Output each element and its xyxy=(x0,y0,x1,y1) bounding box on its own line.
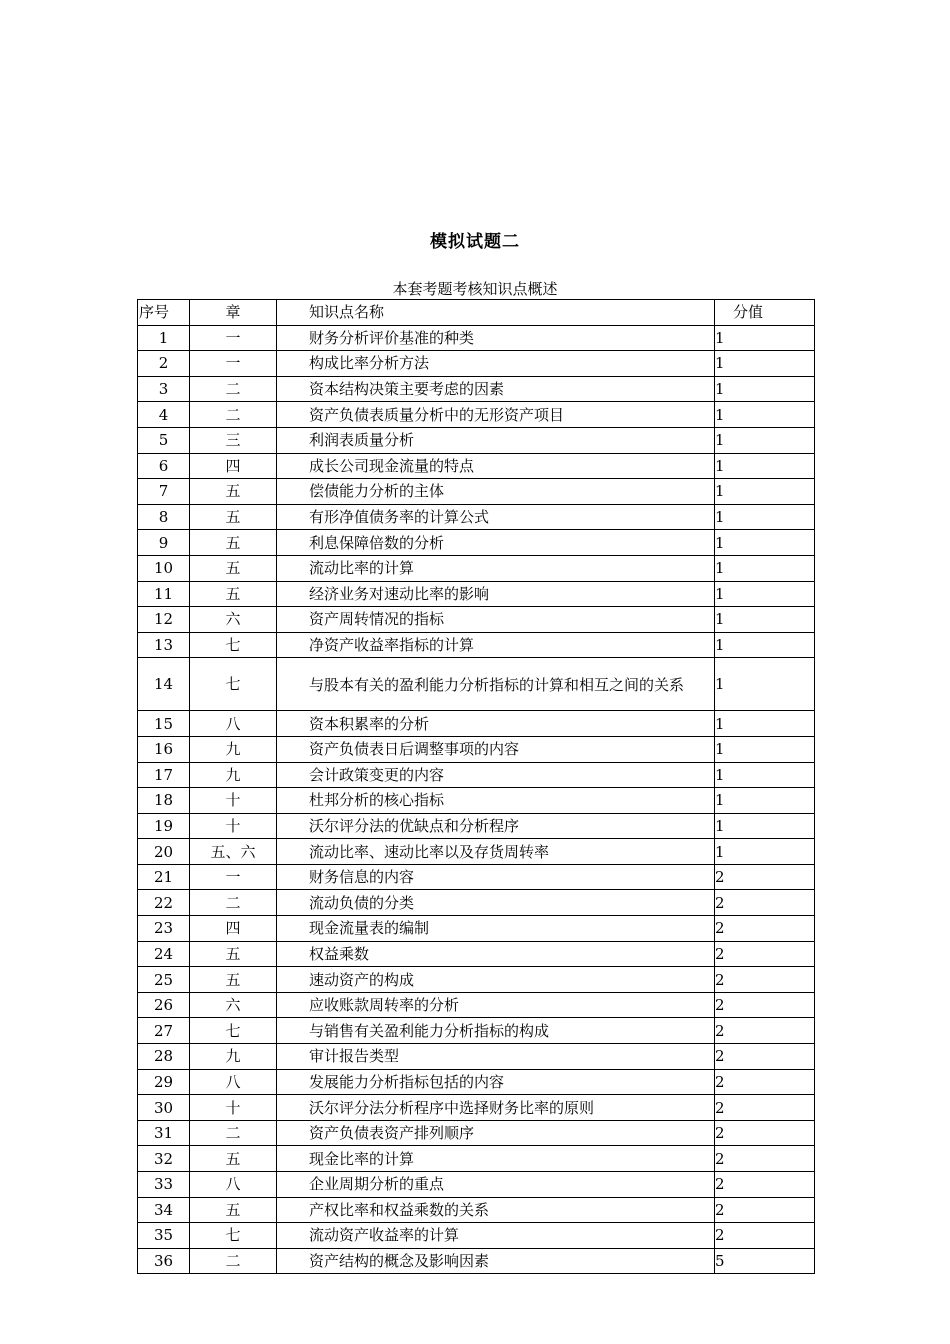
table-row xyxy=(138,839,815,865)
cell-knowledge-point: 流动资产收益率的计算 xyxy=(277,1223,715,1249)
cell-chapter: 五 xyxy=(190,1146,277,1172)
cell-index: 16 xyxy=(138,736,190,762)
cell-index: 31 xyxy=(138,1120,190,1146)
table-row xyxy=(138,1223,815,1249)
cell-chapter: 五 xyxy=(190,504,277,530)
table-row xyxy=(138,890,815,916)
table-row xyxy=(138,1172,815,1198)
cell-index: 15 xyxy=(138,711,190,737)
cell-index: 22 xyxy=(138,890,190,916)
cell-index: 32 xyxy=(138,1146,190,1172)
cell-score: 2 xyxy=(715,1018,815,1044)
cell-score: 1 xyxy=(715,453,815,479)
document-title: 模拟试题二 xyxy=(430,232,520,252)
table-row xyxy=(138,427,815,453)
table-row xyxy=(138,916,815,942)
cell-score: 2 xyxy=(715,1044,815,1070)
cell-chapter: 五 xyxy=(190,967,277,993)
cell-knowledge-point: 利息保障倍数的分析 xyxy=(277,530,715,556)
cell-score: 2 xyxy=(715,992,815,1018)
cell-knowledge-point: 资本结构决策主要考虑的因素 xyxy=(277,376,715,402)
cell-knowledge-point: 会计政策变更的内容 xyxy=(277,762,715,788)
cell-score: 5 xyxy=(715,1248,815,1274)
table-header-row xyxy=(138,300,815,326)
cell-chapter: 六 xyxy=(190,992,277,1018)
cell-chapter: 八 xyxy=(190,1069,277,1095)
table-row xyxy=(138,762,815,788)
cell-index: 25 xyxy=(138,967,190,993)
cell-chapter: 七 xyxy=(190,658,277,711)
cell-score: 2 xyxy=(715,1120,815,1146)
cell-knowledge-point: 发展能力分析指标包括的内容 xyxy=(277,1069,715,1095)
table-row xyxy=(138,788,815,814)
cell-chapter: 二 xyxy=(190,890,277,916)
cell-knowledge-point: 资产周转情况的指标 xyxy=(277,607,715,633)
cell-chapter: 五 xyxy=(190,479,277,505)
table-row xyxy=(138,607,815,633)
cell-index: 3 xyxy=(138,376,190,402)
cell-index: 18 xyxy=(138,788,190,814)
cell-score: 2 xyxy=(715,1197,815,1223)
table-row xyxy=(138,351,815,377)
cell-knowledge-point: 沃尔评分法分析程序中选择财务比率的原则 xyxy=(277,1095,715,1121)
cell-score: 1 xyxy=(715,555,815,581)
cell-index: 1 xyxy=(138,325,190,351)
cell-score: 1 xyxy=(715,479,815,505)
cell-chapter: 三 xyxy=(190,427,277,453)
cell-chapter: 十 xyxy=(190,1095,277,1121)
table-row xyxy=(138,941,815,967)
table-row xyxy=(138,325,815,351)
table-row xyxy=(138,1248,815,1274)
table-row xyxy=(138,1044,815,1070)
table-row xyxy=(138,864,815,890)
cell-knowledge-point: 利润表质量分析 xyxy=(277,427,715,453)
cell-score: 1 xyxy=(715,402,815,428)
cell-knowledge-point: 有形净值债务率的计算公式 xyxy=(277,504,715,530)
cell-score: 2 xyxy=(715,864,815,890)
cell-chapter: 二 xyxy=(190,1120,277,1146)
cell-score: 1 xyxy=(715,581,815,607)
cell-index: 19 xyxy=(138,813,190,839)
cell-chapter: 五 xyxy=(190,1197,277,1223)
cell-score: 1 xyxy=(715,788,815,814)
cell-knowledge-point: 经济业务对速动比率的影响 xyxy=(277,581,715,607)
cell-score: 1 xyxy=(715,325,815,351)
cell-index: 14 xyxy=(138,658,190,711)
cell-score: 1 xyxy=(715,839,815,865)
cell-knowledge-point: 沃尔评分法的优缺点和分析程序 xyxy=(277,813,715,839)
table-row xyxy=(138,1197,815,1223)
cell-knowledge-point: 流动比率的计算 xyxy=(277,555,715,581)
table-row xyxy=(138,992,815,1018)
cell-chapter: 五 xyxy=(190,530,277,556)
cell-chapter: 五、六 xyxy=(190,839,277,865)
table-caption: 本套考题考核知识点概述 xyxy=(392,280,558,298)
table-row xyxy=(138,581,815,607)
cell-index: 17 xyxy=(138,762,190,788)
cell-chapter: 二 xyxy=(190,376,277,402)
table-row xyxy=(138,1095,815,1121)
cell-index: 20 xyxy=(138,839,190,865)
cell-index: 13 xyxy=(138,632,190,658)
cell-knowledge-point: 资本积累率的分析 xyxy=(277,711,715,737)
table-row xyxy=(138,376,815,402)
cell-chapter: 九 xyxy=(190,762,277,788)
cell-knowledge-point: 资产负债表日后调整事项的内容 xyxy=(277,736,715,762)
cell-chapter: 六 xyxy=(190,607,277,633)
cell-index: 5 xyxy=(138,427,190,453)
cell-knowledge-point: 企业周期分析的重点 xyxy=(277,1172,715,1198)
cell-knowledge-point: 财务分析评价基准的种类 xyxy=(277,325,715,351)
cell-chapter: 一 xyxy=(190,325,277,351)
cell-score: 1 xyxy=(715,711,815,737)
cell-chapter: 五 xyxy=(190,555,277,581)
cell-score: 2 xyxy=(715,1095,815,1121)
cell-knowledge-point: 财务信息的内容 xyxy=(277,864,715,890)
cell-index: 11 xyxy=(138,581,190,607)
cell-chapter: 十 xyxy=(190,788,277,814)
table-row xyxy=(138,1146,815,1172)
cell-chapter: 五 xyxy=(190,941,277,967)
cell-index: 8 xyxy=(138,504,190,530)
cell-score: 1 xyxy=(715,632,815,658)
cell-index: 26 xyxy=(138,992,190,1018)
table-row xyxy=(138,402,815,428)
cell-index: 28 xyxy=(138,1044,190,1070)
cell-knowledge-point: 净资产收益率指标的计算 xyxy=(277,632,715,658)
cell-score: 2 xyxy=(715,1223,815,1249)
cell-index: 10 xyxy=(138,555,190,581)
cell-score: 1 xyxy=(715,504,815,530)
table-row xyxy=(138,711,815,737)
cell-score: 1 xyxy=(715,376,815,402)
cell-knowledge-point: 与销售有关盈利能力分析指标的构成 xyxy=(277,1018,715,1044)
cell-chapter: 七 xyxy=(190,1018,277,1044)
cell-knowledge-point: 应收账款周转率的分析 xyxy=(277,992,715,1018)
cell-chapter: 二 xyxy=(190,1248,277,1274)
cell-score: 1 xyxy=(715,530,815,556)
cell-index: 23 xyxy=(138,916,190,942)
cell-index: 36 xyxy=(138,1248,190,1274)
cell-index: 30 xyxy=(138,1095,190,1121)
cell-knowledge-point: 资产负债表资产排列顺序 xyxy=(277,1120,715,1146)
cell-chapter: 七 xyxy=(190,1223,277,1249)
table-row xyxy=(138,658,815,711)
cell-index: 33 xyxy=(138,1172,190,1198)
cell-knowledge-point: 偿债能力分析的主体 xyxy=(277,479,715,505)
header-score: 分值 xyxy=(715,300,815,326)
cell-knowledge-point: 与股本有关的盈利能力分析指标的计算和相互之间的关系 xyxy=(277,658,715,711)
cell-chapter: 一 xyxy=(190,351,277,377)
cell-knowledge-point: 资产负债表质量分析中的无形资产项目 xyxy=(277,402,715,428)
cell-chapter: 八 xyxy=(190,1172,277,1198)
cell-score: 2 xyxy=(715,916,815,942)
cell-knowledge-point: 产权比率和权益乘数的关系 xyxy=(277,1197,715,1223)
cell-knowledge-point: 权益乘数 xyxy=(277,941,715,967)
cell-score: 2 xyxy=(715,1069,815,1095)
cell-index: 9 xyxy=(138,530,190,556)
cell-chapter: 五 xyxy=(190,581,277,607)
cell-index: 24 xyxy=(138,941,190,967)
cell-index: 12 xyxy=(138,607,190,633)
cell-score: 1 xyxy=(715,351,815,377)
header-knowledge-point: 知识点名称 xyxy=(277,300,715,326)
cell-knowledge-point: 资产结构的概念及影响因素 xyxy=(277,1248,715,1274)
table-row xyxy=(138,555,815,581)
cell-score: 2 xyxy=(715,1146,815,1172)
cell-score: 2 xyxy=(715,941,815,967)
cell-score: 2 xyxy=(715,890,815,916)
cell-index: 6 xyxy=(138,453,190,479)
cell-chapter: 十 xyxy=(190,813,277,839)
cell-knowledge-point: 速动资产的构成 xyxy=(277,967,715,993)
table-row xyxy=(138,1120,815,1146)
table-row xyxy=(138,479,815,505)
cell-index: 34 xyxy=(138,1197,190,1223)
table-row xyxy=(138,504,815,530)
table-row xyxy=(138,1018,815,1044)
cell-index: 21 xyxy=(138,864,190,890)
cell-score: 1 xyxy=(715,736,815,762)
cell-chapter: 四 xyxy=(190,453,277,479)
cell-knowledge-point: 现金流量表的编制 xyxy=(277,916,715,942)
knowledge-points-table xyxy=(137,299,815,1274)
cell-knowledge-point: 审计报告类型 xyxy=(277,1044,715,1070)
table-row xyxy=(138,1069,815,1095)
table-row xyxy=(138,632,815,658)
table-row xyxy=(138,736,815,762)
table-row xyxy=(138,453,815,479)
cell-score: 2 xyxy=(715,967,815,993)
table-row xyxy=(138,967,815,993)
cell-index: 27 xyxy=(138,1018,190,1044)
cell-index: 4 xyxy=(138,402,190,428)
cell-knowledge-point: 流动比率、速动比率以及存货周转率 xyxy=(277,839,715,865)
cell-knowledge-point: 杜邦分析的核心指标 xyxy=(277,788,715,814)
cell-chapter: 七 xyxy=(190,632,277,658)
cell-score: 1 xyxy=(715,762,815,788)
cell-score: 2 xyxy=(715,1172,815,1198)
cell-knowledge-point: 流动负债的分类 xyxy=(277,890,715,916)
table-row xyxy=(138,530,815,556)
header-chapter: 章 xyxy=(190,300,277,326)
cell-score: 1 xyxy=(715,427,815,453)
cell-chapter: 二 xyxy=(190,402,277,428)
cell-chapter: 八 xyxy=(190,711,277,737)
cell-chapter: 九 xyxy=(190,736,277,762)
cell-index: 7 xyxy=(138,479,190,505)
cell-score: 1 xyxy=(715,658,815,711)
cell-knowledge-point: 成长公司现金流量的特点 xyxy=(277,453,715,479)
cell-score: 1 xyxy=(715,607,815,633)
cell-chapter: 一 xyxy=(190,864,277,890)
cell-knowledge-point: 构成比率分析方法 xyxy=(277,351,715,377)
cell-knowledge-point: 现金比率的计算 xyxy=(277,1146,715,1172)
cell-index: 29 xyxy=(138,1069,190,1095)
cell-chapter: 九 xyxy=(190,1044,277,1070)
cell-score: 1 xyxy=(715,813,815,839)
cell-chapter: 四 xyxy=(190,916,277,942)
table-row xyxy=(138,813,815,839)
header-index: 序号 xyxy=(138,300,190,326)
cell-index: 35 xyxy=(138,1223,190,1249)
cell-index: 2 xyxy=(138,351,190,377)
